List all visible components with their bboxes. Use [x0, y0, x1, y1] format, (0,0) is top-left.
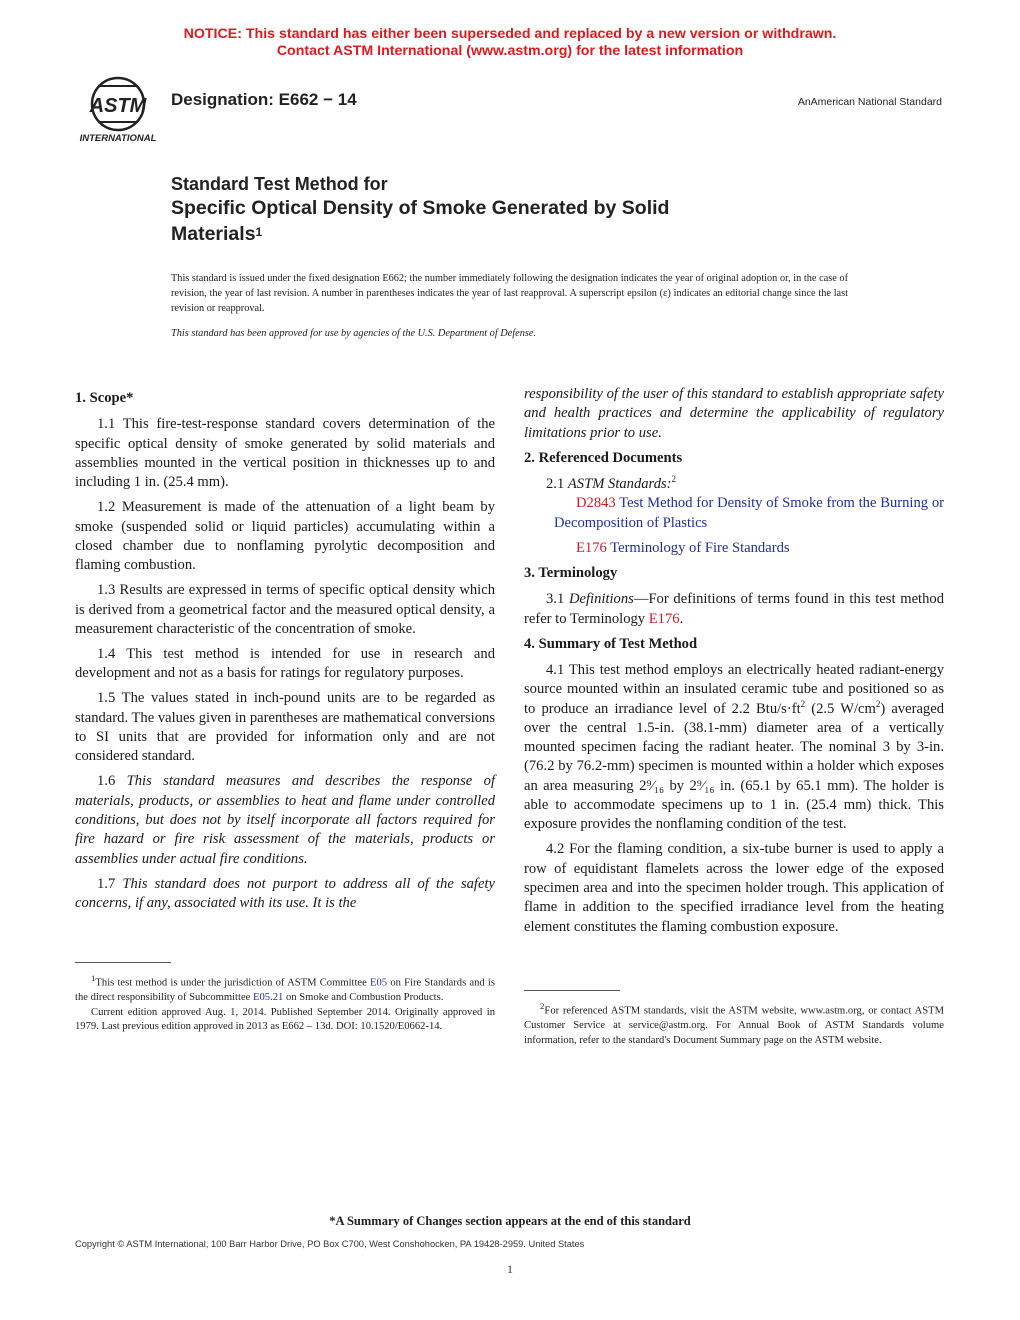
- reference-e176: [524, 539, 944, 558]
- logo-subtitle: INTERNATIONAL: [79, 133, 157, 144]
- para-4-2: 4.2 For the flaming condition, a six-tube burner is used to apply a row of equidistant flamelets across the lower edge of the exposed specimen area and into the specimen holder trough. This application of flame in addition to the specified irradiance level from the heating element constitutes the flaming combustion exposure.: [524, 841, 944, 935]
- edition-note: Current edition approved Aug. 1, 2014. Published September 2014. Originally approved in 1979. Last previous edition approved in 2013 as E662 – 13d. DOI: 10.1520/E0662-14.: [75, 1006, 495, 1033]
- para-1-3: 1.3 Results are expressed in terms of specific optical density which is derived from a geometrical factor and the measured optical density, a measurement characteristic of the concentration of smoke.: [75, 582, 495, 637]
- notice-line-1: NOTICE: This standard has either been superseded and replaced by a new version or withdrawn.: [183, 26, 837, 42]
- footnote-2: $^2$For referenced ASTM standards, visit the ASTM website, www.astm.org, or contact ASTM Customer Service at service@astm.org. For Annual Book of ASTM Standards volume information, refer to the standard's Document Summary page on the ASTM website.: [524, 990, 944, 1048]
- link-e05[interactable]: E05: [370, 977, 388, 989]
- section-3-heading: 3. Terminology: [524, 564, 618, 581]
- para-1-1: 1.1 This fire-test-response standard covers determination of the specific optical density of smoke generated by solid materials and assemblies mounted in the vertical position in thicknesses up to and including 1 in. (25.4 mm).: [75, 416, 495, 491]
- link-e05-21[interactable]: E05.21: [253, 992, 284, 1004]
- title-line-2: Specific Optical Density of Smoke Generated by Solid: [171, 197, 670, 219]
- logo-letters: ASTM: [89, 95, 147, 117]
- footnote-rule: [524, 990, 620, 991]
- dod-approval-note: This standard has been approved for use by agencies of the U.S. Department of Defense.: [171, 328, 537, 339]
- link-e176[interactable]: E176: [576, 539, 607, 556]
- supersession-notice: [0, 26, 1020, 60]
- para-3-1: 3.1 Definitions—For definitions of terms found in this test method refer to Terminology E176.: [524, 591, 944, 627]
- title-footnote-mark: 1: [255, 225, 263, 239]
- footnote-1: $^1$This test method is under the jurisdiction of ASTM Committee E05 on Fire Standards and is the direct responsibility of Subcommittee E05.21 on Smoke and Combustion Products. Current edition approved Aug. 1, 2014. Published September 2014. Originally approved in 1979. Last previous edition approved in 2013 as E662 – 13d. DOI: 10.1520/E0662-14.: [75, 962, 495, 1035]
- copyright: Copyright © ASTM International, 100 Barr Harbor Drive, PO Box C700, West Conshohocken, PA 19428-2959. United States: [75, 1239, 585, 1249]
- summary-of-changes-note: *A Summary of Changes section appears at the end of this standard: [329, 1214, 691, 1228]
- section-1-heading: 1. Scope*: [75, 390, 134, 406]
- para-1-6: 1.6 This standard measures and describes the response of materials, products, or assemblies to heat and flame under controlled conditions, but does not by itself incorporate all factors required for fire hazard or fire risk assessment of the materials, products or assemblies under actual fire conditions.: [75, 773, 495, 867]
- title-line-3: Materials$^1$: [171, 223, 263, 245]
- link-d2843-title[interactable]: Test Method for Density of Smoke from the Burning or Decomposition of Plastics: [554, 495, 944, 531]
- link-e176-title[interactable]: Terminology of Fire Standards: [606, 539, 790, 556]
- standard-type: AnAmerican National Standard: [797, 96, 942, 108]
- para-1-2: 1.2 Measurement is made of the attenuation of a light beam by smoke (suspended solid or liquid particles) accumulating within a closed chamber due to nonflaming pyrolytic decomposition and flaming combustion.: [75, 499, 495, 574]
- section-2-heading: 2. Referenced Documents: [524, 449, 683, 466]
- para-2-1: 2.1 ASTM Standards:$^2$: [546, 474, 677, 492]
- section-4-heading: 4. Summary of Test Method: [524, 635, 698, 652]
- document-title: [171, 173, 811, 247]
- preamble: This standard is issued under the fixed designation E662; the number immediately following the designation indicates the year of original adoption or, in the case of revision, the year of last revision. A number in parentheses indicates the year of last reapproval. A superscript epsilon (ε) indicates an editorial change since the last revision or reapproval.: [171, 273, 848, 314]
- para-1-4: 1.4 This test method is intended for use in research and development and not as a basis for ratings for regulatory purposes.: [75, 645, 495, 682]
- para-1-7: 1.7 This standard does not purport to address all of the safety concerns, if any, associated with its use. It is the: [75, 875, 495, 911]
- notice-line-2: Contact ASTM International (www.astm.org) for the latest information: [276, 43, 744, 59]
- page-number: 1: [507, 1262, 513, 1276]
- title-line-1: Standard Test Method for: [171, 174, 388, 194]
- right-column: [524, 385, 944, 943]
- astm-logo: [74, 74, 162, 144]
- para-1-5: 1.5 The values stated in inch-pound units are to be regarded as standard. The values given in parentheses are mathematical conversions to SI units that are provided for information only and are not considered standard.: [75, 690, 495, 765]
- para-4-1: 4.1 This test method employs an electrically heated radiant-energy source mounted within an insulated ceramic tube and positioned so as to produce an irradiance level of 2.2 Btu/$s\cdot ft^2$ (2.5 $W/cm^2$) averaged over the central 1.5-in. (38.1-mm) diameter area of a vertically mounted specimen facing the radiant heater. The nominal 3 by 3-in. (76.2 by 76.2-mm) specimen is mounted within a holder which exposes an area measuring 2⁹⁄₁₆ by 2⁹⁄₁₆ in. (65.1 by 65.1 mm). The holder is able to accommodate specimens up to 1 in. (25.4 mm) thick. This exposure provides the nonflaming condition of the test.: [524, 661, 944, 833]
- link-d2843[interactable]: D2843: [576, 495, 616, 512]
- para-1-7-continued: responsibility of the user of this standard to establish appropriate safety and health practices and determine the applicability of regulatory limitations prior to use.: [524, 386, 944, 441]
- left-column: [75, 385, 495, 919]
- footnote-rule: [75, 962, 171, 963]
- reference-d2843: [524, 494, 944, 533]
- designation: Designation: E662 − 14: [171, 90, 357, 109]
- link-e176-terminology[interactable]: E176: [648, 610, 680, 627]
